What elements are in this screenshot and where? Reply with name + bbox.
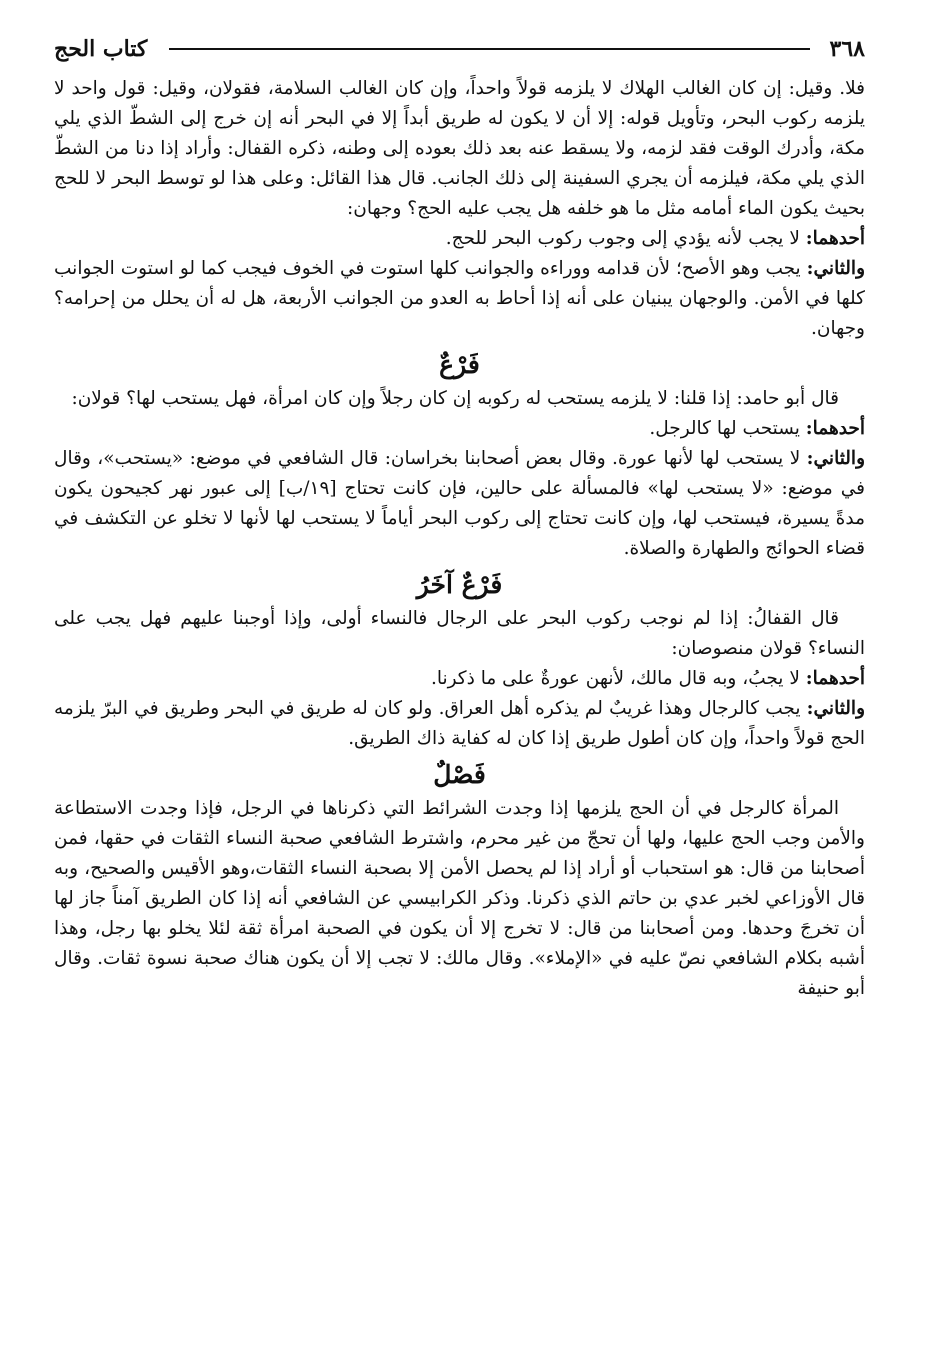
item-text: يستحب لها كالرجل. (649, 418, 806, 439)
sub-item (54, 664, 865, 694)
sub-item (54, 254, 865, 344)
item-text: لا يجبُ، وبه قال مالك، لأنهن عورةٌ على ما ذكرنا. (430, 668, 806, 689)
sub-item (54, 224, 865, 254)
item-lead: والثاني: (806, 448, 865, 469)
item-text: لا يستحب لها لأنها عورة. وقال بعض أصحابنا بخراسان: قال الشافعي في موضع: «يستحب»، وقال في موضع: «لا يستحب لها» فالمسألة على حالين، فإن كانت تحتاج [١٩/ب] إلى عبور نهر كجيحون يكون مدةً يسيرة، فيستحب لها، وإن كانت تحتاج إلى ركوب البحر أياماً لا يستحب لها لأنها لا تخلو عن التكشف في قضاء الحوائج والطهارة والصلاة. (54, 448, 865, 559)
paragraph: قال القفالُ: إذا لم نوجب ركوب البحر على الرجال فالنساء أولى، وإذا أوجبنا عليهم فهل يجب على النساء؟ قولان منصوصان: (54, 608, 865, 659)
item-lead: والثاني: (806, 258, 865, 279)
item-text: يجب وهو الأصح؛ لأن قدامه ووراءه والجوانب كلها استوت في الخوف فيجب كما لو استوت الجوانب كلها في الأمن. والوجهان يبنيان على أنه إذا أحاط به العدو من الجوانب الأربعة، هل له أن يحلل من إحرامه؟ وجهان. (54, 258, 865, 339)
sub-item (54, 694, 865, 754)
item-lead: أحدهما: (805, 668, 865, 689)
running-title: كتاب الحج (54, 36, 148, 62)
section-heading: فَرْعٌ آخَرُ (416, 570, 503, 599)
item-text: لا يجب لأنه يؤدي إلى وجوب ركوب البحر للحج. (445, 228, 806, 249)
section-heading: فَرْعٌ (439, 350, 480, 379)
item-lead: أحدهما: (805, 228, 865, 249)
page-number: ٣٦٨ (829, 36, 865, 62)
page-body (54, 74, 865, 1004)
paragraph: قال أبو حامد: إذا قلنا: لا يلزمه يستحب له ركوبه إن كان رجلاً وإن كان امرأة، فهل يستحب لها؟ قولان: (71, 388, 839, 409)
item-text: يجب كالرجال وهذا غريبٌ لم يذكره أهل العراق. ولو كان له طريق في البحر وطريق في البرّ يلزمه الحج قولاً واحداً، وإن كان أطول طريق إذا كان له كفاية ذاك الطريق. (54, 698, 865, 749)
section-heading: فَصْلٌ (433, 760, 486, 789)
paragraph: المرأة كالرجل في أن الحج يلزمها إذا وجدت الشرائط التي ذكرناها في الرجل، فإذا وجدت الاستطاعة والأمن وجب الحج عليها، ولها أن تحجّ من غير محرم، واشترط الشافعي صحبة النساء الثقات في حقها، فمن أصحابنا من قال: هو استحباب أو أراد إذا لم يحصل الأمن إلا بصحبة النساء الثقات،وهو الأقيس والصحيح، وبه قال الأوزاعي لخبر عدي بن حاتم الذي ذكرنا. وذكر الكرابيسي عن الشافعي أنه إذا كان الطريق آمناً جاز لها أن تخرجَ وحدها. ومن أصحابنا من قال: لا تخرج إلا أن يكون في الصحبة امرأة ثقة لئلا يخلو بها رجل، وهذا أشبه بكلام الشافعي نصّ عليه في «الإملاء». وقال مالك: لا تجب إلا أن يكون هناك صحبة نسوة ثقات. وقال أبو حنيفة (54, 798, 865, 999)
sub-item (54, 444, 865, 564)
item-lead: والثاني: (806, 698, 865, 719)
paragraph: فلا. وقيل: إن كان الغالب الهلاك لا يلزمه قولاً واحداً، وإن كان الغالب السلامة، فقولان، وقيل: قول واحد لا يلزمه ركوب البحر، وتأويل قوله: إلا أن لا يكون له طريق أبداً إلا في البحر أنه إن خرج إلى الشطّ الذي يلي مكة، وأدرك الوقت فقد لزمه، ولا يسقط عنه بعد ذلك بعوده إلى وطنه، ذكره القفال: وأراد إذا دنا من الشطّ الذي يلي مكة، فيلزمه أن يجري السفينة إلى ذلك الجانب. قال هذا القائل: وعلى هذا لو توسط البحر لا للحج بحيث يكون الماء أمامه مثل ما هو خلفه هل يجب عليه الحج؟ وجهان: (54, 78, 865, 219)
page-header (54, 34, 865, 64)
sub-item (54, 414, 865, 444)
item-lead: أحدهما: (805, 418, 865, 439)
header-rule (169, 48, 809, 50)
